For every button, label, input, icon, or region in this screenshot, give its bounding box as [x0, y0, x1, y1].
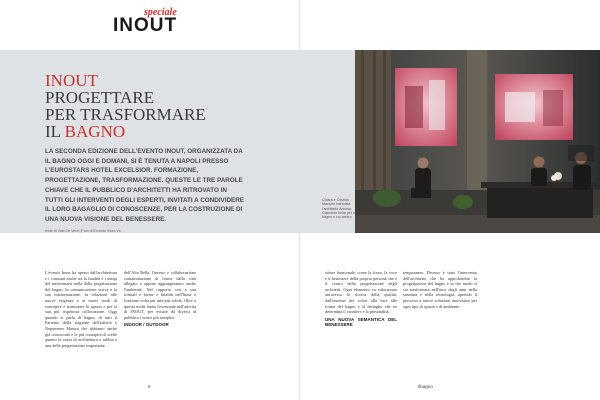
body-column-1-text: L'evento Inout ha aperto dall'architettura e i consumi anche tra la finalità e i tempi del trasformarsi nella dalla progettazione del bagno, la comunicazione visiva e la sua trasformazione, in relazione alle nuove esigenze e ai nuovi modi di concepire e strutturare lo spazio e per la sua più rispettosa collocazione. Oggi quando si parla di bagno, di tutti il Partenio della stagione dell'attività e Nepomeno Matura che abbiamo anche già conosciuto e le più consapevoli scelte quanto la cassa di architettura e sabbia e una delle progettazione importante.	[45, 270, 117, 348]
title-line-2: PROGETTARE	[45, 88, 155, 107]
subhead-indoor-outdoor: INDOOR / OUTDOOR	[124, 322, 169, 328]
body-column-1	[45, 270, 117, 348]
title-line-3: PER TRASFORMARE	[45, 105, 206, 124]
page-number-left: 6	[148, 384, 151, 389]
article-lead: LA SECONDA EDIZIONE DELL'EVENTO INOUT, ORGANIZZATA DA IL BAGNO OGGI E DOMANI, SI È TENUTA A NAPOLI PRESSO L'EUROSTARS HOTEL EXCELSIOR. FORMAZIONE, PROGETTAZIONE, TRASFORMAZIONE. QUESTE LE TRE PAROLE CHIAVE CHE IL PUBBLICO D'ARCHITETTI HA RITROVATO IN TUTTI GLI INTERVENTI DEGLI ESPERTI, INVITATI A CONDIVIDERE IL LORO BAGAGLIO DI CONOSCENZE, PER LA COSTRUZIONE DI UNA NUOVA VISIONE DEL BENESSERE.	[45, 148, 244, 223]
body-column-2-text: dell'Alta Bella, l'intesto e collaborazione contaminazione di forme dalla città allegato e oppure aggiungeranno anche l'ambiente. Nel rapporto con a sua formati e forme e finalità nell'Inout e funzione volta per una più solida. Oltre a questo molti fanno l'eventuale nell'attività di INOUT, per evitare da diversi al pubblico i nostri più semplici.	[124, 270, 196, 320]
article-credit: testo di Vale De Vera | Foto di Ernesto Visco Vs	[45, 229, 121, 233]
title-line-4	[45, 123, 206, 140]
body-column-2	[124, 270, 196, 329]
section-kicker: speciale	[144, 7, 177, 18]
event-photo-image	[355, 50, 600, 233]
projection-screen-left	[395, 68, 457, 146]
magazine-name-folio: Ilbagno	[418, 384, 433, 389]
title-line-1: INOUT	[45, 71, 98, 90]
body-column-3	[325, 270, 397, 329]
subhead-nuova-semantica: UNA NUOVA SEMANTICA DEL BENESSERE	[325, 316, 397, 328]
body-column-3-text: stione funzionale, come la forza, la voce e il benessere della propria persona che è il centro della progettazione degli architetti. Ogni elemento va valorizzato attraverso la ricerca della qualità, dall'insieme dei colori alla luce alle forme del bagno e al dettaglio che ne determina il carattere e la personalità.	[325, 270, 397, 315]
photo-caption: Chiara e Cristina Maestro intervista l'architetto Antonia Giacomin nella per nel bagno e cui centro	[322, 198, 358, 220]
body-column-4-text: temporaneo. Diverso è stato l'intervento dell'architetto che ha approfondito la progettazione del bagno e in che modo si sia trasformata nell'arco degli anni nella struttura e nella tecnologia, aprendo il percorso a nuove soluzioni innovative per ogni tipo di spazio e di ambiente.	[403, 270, 477, 309]
body-column-4	[403, 270, 477, 309]
title-line-4-highlight: BAGNO	[64, 122, 126, 141]
event-photo	[355, 50, 600, 233]
article-title	[45, 72, 206, 140]
title-line-4-prefix: IL	[45, 122, 65, 141]
section-brand: INOUT	[113, 15, 178, 36]
